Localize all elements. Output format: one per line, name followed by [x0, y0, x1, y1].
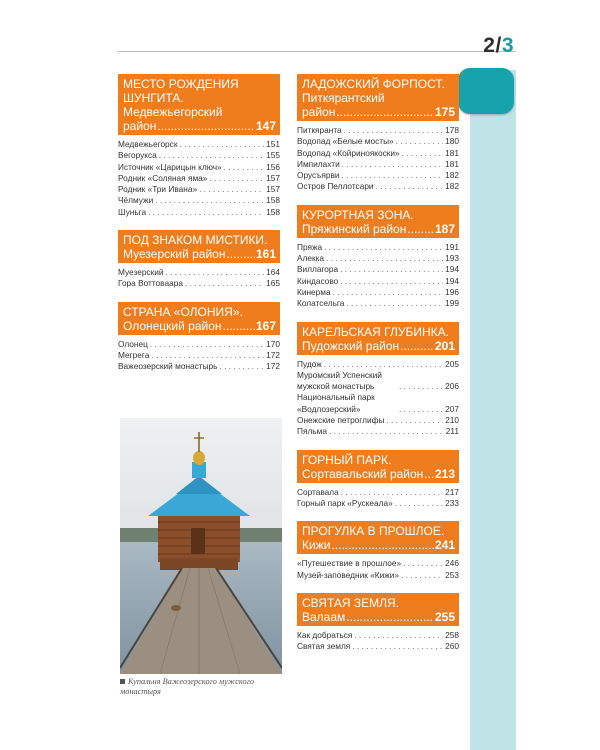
toc-section — [297, 74, 459, 193]
section-header-lastline — [123, 119, 276, 133]
leader-dots — [354, 630, 443, 641]
toc-entry[interactable] — [118, 195, 280, 206]
leader-dots — [399, 381, 443, 392]
toc-section — [118, 230, 280, 290]
section-header-lastline — [302, 467, 455, 481]
leader-dots — [155, 195, 264, 206]
entry-name: Питкяранта — [297, 125, 342, 135]
entry-name: Источник «Царицын ключ» — [118, 161, 222, 172]
entry-page-number: 181 — [445, 147, 459, 158]
toc-entry[interactable] — [297, 487, 459, 498]
entry-name: Родник «Соляная яма» — [118, 172, 208, 183]
toc-entry[interactable] — [297, 392, 459, 415]
toc-entry[interactable] — [297, 630, 459, 641]
entry-page-number: 196 — [445, 286, 459, 297]
leader-dots — [403, 558, 443, 569]
toc-entry[interactable] — [297, 641, 459, 652]
section-items — [297, 483, 459, 510]
leader-dots — [340, 276, 443, 287]
leader-dots — [376, 181, 444, 192]
section-items — [297, 355, 459, 438]
entry-page-number: 253 — [445, 569, 459, 580]
page-number — [483, 34, 514, 58]
entry-page-number: 233 — [445, 497, 459, 508]
entry-name: Муезерский — [118, 267, 164, 278]
entry-page-number: 155 — [266, 150, 280, 161]
entry-page-number: 211 — [445, 426, 459, 437]
entry-name: Горный парк «Рускеала» — [297, 497, 393, 508]
leader-dots — [209, 173, 264, 184]
side-strip — [470, 70, 516, 750]
section-district: Пряжинский район — [302, 221, 407, 236]
toc-entry[interactable] — [118, 278, 280, 289]
entry-page-number: 151 — [266, 139, 280, 149]
section-subtitle-line: Питкярантский — [302, 91, 385, 105]
entry-name: Чёлмужи — [118, 195, 154, 206]
section-header-lastline — [302, 610, 455, 624]
section-header[interactable] — [118, 74, 280, 135]
section-items — [118, 135, 280, 218]
section-page-number: 167 — [255, 318, 276, 333]
toc-entry[interactable] — [118, 139, 280, 150]
entry-name: Орусъярви — [297, 170, 340, 181]
entry-name: Важеозерский монастырь — [118, 361, 218, 372]
toc-entry[interactable] — [297, 242, 459, 253]
entry-name: Кинерма — [297, 286, 331, 297]
leader-dots — [395, 498, 443, 509]
section-page-number: 213 — [434, 466, 455, 481]
toc-entry[interactable] — [297, 159, 459, 170]
section-title-line: КУРОРТНАЯ ЗОНА. — [302, 207, 414, 222]
toc-entry[interactable] — [297, 125, 459, 136]
entry-name: Муромский Успенский мужской монастырь — [297, 369, 382, 392]
leader-dots — [223, 319, 255, 333]
leader-dots — [151, 350, 264, 361]
leader-dots — [199, 184, 264, 195]
section-title-line: СТРАНА «ОЛОНИЯ». — [123, 304, 243, 319]
right-column — [297, 74, 459, 664]
entry-name: Олонец — [118, 338, 148, 349]
entry-page-number: 157 — [266, 172, 280, 183]
toc-entry[interactable] — [118, 361, 280, 372]
section-items — [118, 263, 280, 290]
leader-dots — [346, 298, 443, 309]
section-header[interactable] — [297, 450, 459, 483]
entry-page-number: 199 — [445, 298, 459, 309]
section-header[interactable] — [297, 205, 459, 238]
left-column — [118, 74, 280, 385]
toc-section — [297, 521, 459, 581]
leader-dots — [407, 222, 434, 236]
entry-page-number: 217 — [445, 486, 459, 497]
entry-name: Как добраться — [297, 629, 353, 640]
leader-dots — [386, 415, 443, 426]
entry-name: Святая земля — [297, 641, 351, 652]
toc-section — [297, 593, 459, 653]
section-header[interactable] — [297, 521, 459, 554]
section-header-lastline — [302, 339, 455, 353]
leader-dots — [185, 278, 264, 289]
leader-dots — [324, 359, 443, 370]
entry-page-number: 170 — [266, 338, 280, 349]
section-items — [297, 626, 459, 653]
section-title-line: ПРОГУЛКА В ПРОШЛОЕ. — [302, 524, 445, 539]
leader-dots — [179, 139, 264, 150]
entry-page-number: 193 — [445, 253, 459, 264]
toc-entry[interactable] — [118, 162, 280, 173]
leader-dots — [326, 253, 443, 264]
section-district: Валаам — [302, 609, 346, 624]
toc-entry[interactable] — [297, 276, 459, 287]
photo-caption — [120, 677, 290, 697]
entry-page-number: 210 — [445, 415, 459, 426]
toc-entry[interactable] — [297, 136, 459, 147]
section-header[interactable] — [297, 322, 459, 355]
section-district: район — [123, 119, 157, 133]
section-items — [297, 121, 459, 193]
section-title-line: ГОРНЫЙ ПАРК. — [302, 452, 392, 467]
entry-page-number: 165 — [266, 278, 280, 289]
toc-entry[interactable] — [297, 498, 459, 509]
entry-name: «Путешествие в прошлое» — [297, 558, 402, 569]
section-title-line: КАРЕЛЬСКАЯ ГЛУБИНКА. — [302, 324, 449, 339]
toc-entry[interactable] — [297, 298, 459, 309]
entry-name: Онежские петроглифы — [297, 415, 385, 426]
toc-entry[interactable] — [297, 558, 459, 569]
toc-entry[interactable] — [297, 359, 459, 370]
section-page-number: 161 — [255, 247, 276, 262]
caption-text: Купальня Важеозерского мужского монастыря — [120, 677, 254, 696]
entry-page-number: 156 — [266, 161, 280, 172]
chapel-photo — [120, 418, 282, 674]
toc-entry[interactable] — [297, 181, 459, 192]
section-subtitle-line: Медвежьегорский — [123, 105, 223, 119]
section-header[interactable] — [297, 593, 459, 626]
leader-dots — [402, 148, 443, 159]
section-title-line: СВЯТАЯ ЗЕМЛЯ. — [302, 595, 399, 610]
section-page-number: 241 — [434, 538, 455, 553]
entry-page-number: 164 — [266, 267, 280, 278]
leader-dots — [159, 150, 264, 161]
leader-dots — [344, 125, 444, 136]
section-page-number: 187 — [434, 221, 455, 236]
toc-entry[interactable] — [297, 148, 459, 159]
section-header-lastline — [302, 105, 455, 119]
section-header[interactable] — [297, 74, 459, 121]
entry-page-number: 206 — [445, 381, 459, 392]
leader-dots — [165, 267, 264, 278]
section-district: Пудожский район — [302, 338, 400, 353]
section-district: Сортавальский район — [302, 466, 424, 481]
entry-page-number: 181 — [445, 158, 459, 169]
section-items — [297, 554, 459, 581]
entry-name: Колатсельга — [297, 298, 345, 309]
entry-name: Водопад «Койриноякоски» — [297, 147, 400, 158]
section-page-number: 147 — [255, 119, 276, 133]
entry-page-number: 194 — [445, 264, 459, 275]
leader-dots — [400, 339, 434, 353]
entry-page-number: 178 — [445, 125, 459, 135]
section-items — [297, 238, 459, 310]
toc-entry[interactable] — [118, 150, 280, 161]
section-title-line: МЕСТО РОЖДЕНИЯ — [123, 77, 239, 91]
section-header-lastline — [302, 538, 455, 552]
section-header[interactable] — [118, 302, 280, 335]
entry-page-number: 158 — [266, 195, 280, 206]
entry-name: Родник «Три Ивана» — [118, 184, 198, 195]
entry-page-number: 172 — [266, 361, 280, 372]
entry-name: Медвежьегорск — [118, 139, 178, 149]
entry-name: Остров Пеллотсари — [297, 181, 374, 192]
toc-entry[interactable] — [118, 184, 280, 195]
entry-page-number: 172 — [266, 349, 280, 360]
entry-page-number: 194 — [445, 275, 459, 286]
toc-entry[interactable] — [118, 350, 280, 361]
entry-page-number: 180 — [445, 136, 459, 147]
toc-section — [297, 205, 459, 310]
toc-entry[interactable] — [297, 264, 459, 275]
leader-dots — [424, 467, 434, 481]
caption-marker — [120, 679, 125, 684]
entry-name: Национальный парк «Водлозерский» — [297, 392, 375, 414]
leader-dots — [333, 287, 444, 298]
section-district: Олонецкий район — [123, 318, 222, 333]
entry-name: Шуньга — [118, 206, 147, 217]
toc-section — [118, 302, 280, 373]
entry-name: Музей-заповедник «Кижи» — [297, 569, 400, 580]
page-number-total: 2/ — [483, 34, 502, 57]
toc-section — [118, 74, 280, 218]
entry-page-number: 158 — [266, 206, 280, 217]
leader-dots — [342, 159, 443, 170]
entry-name: Гора Воттоваара — [118, 278, 183, 289]
entry-name: Пяльма — [297, 426, 327, 437]
entry-name: Мегрега — [118, 349, 150, 360]
section-header-lastline — [123, 319, 276, 333]
section-title-line: ПОД ЗНАКОМ МИСТИКИ. — [123, 233, 268, 248]
toc-entry[interactable] — [118, 339, 280, 350]
section-district: район — [302, 105, 336, 119]
leader-dots — [220, 361, 265, 372]
section-page-number: 201 — [434, 338, 455, 353]
leader-dots — [226, 247, 255, 261]
entry-page-number: 157 — [266, 184, 280, 195]
section-header[interactable] — [118, 230, 280, 263]
section-title-line: ЛАДОЖСКИЙ ФОРПОСТ. — [302, 77, 445, 91]
entry-name: Пудож — [297, 358, 322, 369]
entry-name: Импилахти — [297, 158, 340, 169]
toc-entry[interactable] — [118, 173, 280, 184]
section-page-number: 175 — [434, 105, 455, 119]
entry-page-number: 182 — [445, 181, 459, 192]
top-rule — [118, 51, 516, 52]
leader-dots — [342, 170, 444, 181]
section-items — [118, 335, 280, 373]
section-title-line: ШУНГИТА. — [123, 91, 184, 105]
entry-page-number: 246 — [445, 558, 459, 569]
leader-dots — [341, 487, 443, 498]
entry-name: Водопад «Белые мосты» — [297, 136, 394, 147]
toc-entry[interactable] — [118, 267, 280, 278]
section-page-number: 255 — [434, 609, 455, 624]
toc-section — [297, 322, 459, 438]
toc-section — [297, 450, 459, 510]
entry-page-number: 191 — [445, 241, 459, 252]
section-district: Муезерский район — [123, 247, 226, 262]
leader-dots — [399, 404, 443, 415]
entry-name: Пряжа — [297, 241, 323, 252]
entry-name: Киндасово — [297, 275, 339, 286]
toc-entry[interactable] — [297, 287, 459, 298]
toc-entry[interactable] — [297, 415, 459, 426]
toc-entry[interactable] — [297, 253, 459, 264]
toc-entry[interactable] — [297, 570, 459, 581]
toc-entry[interactable] — [297, 170, 459, 181]
entry-name: Сортавала — [297, 486, 339, 497]
leader-dots — [148, 207, 264, 218]
toc-entry[interactable] — [297, 370, 459, 393]
entry-page-number: 258 — [445, 629, 459, 640]
entry-page-number: 260 — [445, 641, 459, 652]
entry-name: Алекка — [297, 253, 325, 264]
leader-dots — [331, 538, 434, 552]
leader-dots — [150, 339, 264, 350]
section-header-lastline — [123, 247, 276, 261]
entry-page-number: 207 — [445, 403, 459, 414]
leader-dots — [329, 426, 444, 437]
toc-entry[interactable] — [297, 426, 459, 437]
chapel-illustration — [120, 418, 282, 674]
entry-name: Виллагора — [297, 264, 339, 275]
leader-dots — [224, 162, 264, 173]
toc-entry[interactable] — [118, 207, 280, 218]
entry-page-number: 182 — [445, 170, 459, 181]
entry-name: Вегорукса — [118, 150, 157, 161]
section-district: Кижи — [302, 538, 331, 553]
leader-dots — [324, 242, 443, 253]
chapter-tab[interactable] — [458, 68, 514, 114]
leader-dots — [396, 136, 444, 147]
leader-dots — [336, 105, 434, 119]
leader-dots — [346, 610, 434, 624]
leader-dots — [340, 264, 443, 275]
leader-dots — [157, 119, 255, 133]
leader-dots — [401, 570, 443, 581]
entry-page-number: 205 — [445, 358, 459, 369]
page-number-current: 3 — [501, 34, 514, 57]
section-header-lastline — [302, 222, 455, 236]
leader-dots — [352, 641, 443, 652]
